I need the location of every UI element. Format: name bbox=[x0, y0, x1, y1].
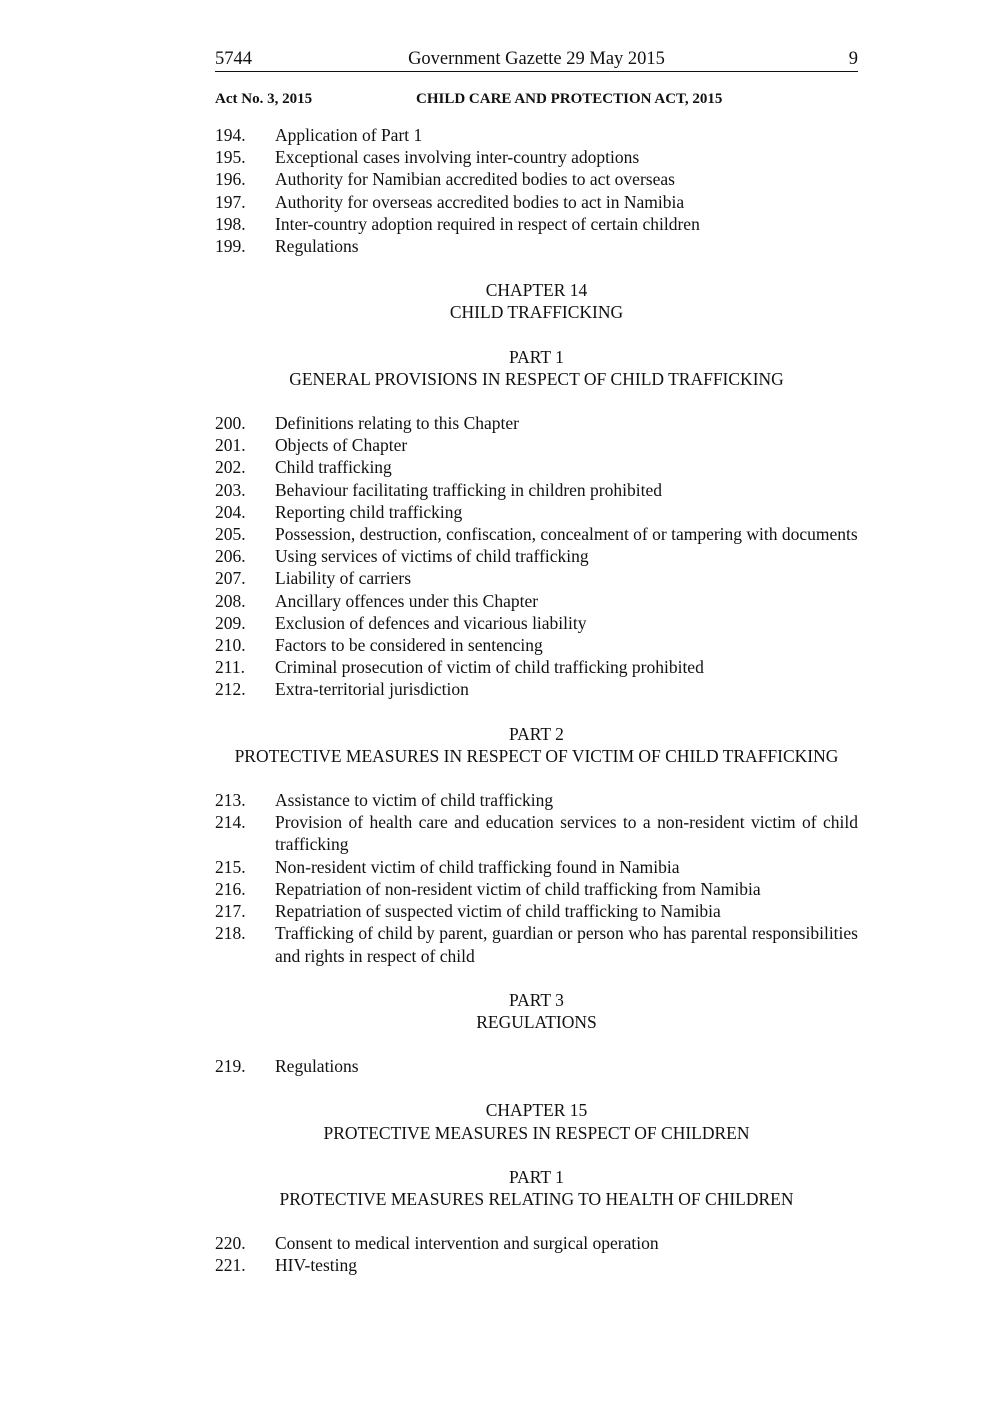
section-text: Authority for overseas accredited bodies to act in Namibia bbox=[275, 191, 685, 212]
section-number: 211. bbox=[215, 657, 245, 678]
toc-entry bbox=[215, 878, 858, 900]
section-text: Authority for Namibian accredited bodies to act overseas bbox=[275, 169, 675, 190]
section-number: 212. bbox=[215, 679, 246, 700]
section-label: PART 3 bbox=[509, 989, 564, 1010]
section-number: 203. bbox=[215, 479, 246, 500]
section-text: Liability of carriers bbox=[275, 568, 412, 589]
toc-entry bbox=[215, 213, 858, 235]
section-title: CHILD TRAFFICKING bbox=[449, 302, 624, 323]
section-text: Repatriation of suspected victim of child trafficking to Namibia bbox=[275, 901, 721, 922]
section-number: 207. bbox=[215, 568, 246, 589]
section-text: Exceptional cases involving inter-country adoptions bbox=[275, 147, 640, 168]
section-number: 208. bbox=[215, 590, 246, 611]
page-number: 9 bbox=[848, 49, 858, 69]
section-title: PROTECTIVE MEASURES RELATING TO HEALTH OF CHILDREN bbox=[279, 1188, 794, 1209]
section-text: Using services of victims of child trafficking bbox=[275, 546, 589, 567]
section-number: 214. bbox=[215, 812, 246, 833]
section-number: 206. bbox=[215, 546, 246, 567]
toc-entry bbox=[215, 501, 858, 523]
section-number: 194. bbox=[215, 125, 246, 145]
section-title: REGULATIONS bbox=[476, 1011, 597, 1032]
section-number: 219. bbox=[215, 1056, 246, 1077]
gazette-issue-number: 5744 bbox=[215, 49, 252, 69]
act-number: Act No. 3, 2015 bbox=[215, 91, 313, 107]
section-heading-group bbox=[215, 346, 858, 390]
section-text: Trafficking of child by parent, guardian or person who has parental responsibilities and rights in respect of child bbox=[275, 923, 858, 966]
section-label: PART 2 bbox=[509, 723, 564, 744]
section-text: Inter-country adoption required in respect of certain children bbox=[275, 213, 700, 234]
section-text: Definitions relating to this Chapter bbox=[275, 413, 519, 434]
section-text: Criminal prosecution of victim of child trafficking prohibited bbox=[275, 657, 704, 678]
section-text: Reporting child trafficking bbox=[275, 501, 463, 522]
section-number: 204. bbox=[215, 501, 246, 522]
toc-entry bbox=[215, 900, 858, 922]
entry-list bbox=[215, 1232, 858, 1276]
section-number: 197. bbox=[215, 191, 246, 212]
section-label: CHAPTER 14 bbox=[485, 280, 588, 301]
entry-list bbox=[215, 124, 858, 257]
section-number: 210. bbox=[215, 635, 246, 656]
section-number: 215. bbox=[215, 856, 246, 877]
section-heading-group bbox=[215, 989, 858, 1033]
section-heading-group bbox=[215, 1166, 858, 1210]
section-number: 200. bbox=[215, 413, 246, 434]
entry-list bbox=[215, 789, 858, 967]
section-text: Ancillary offences under this Chapter bbox=[275, 590, 539, 611]
section-number: 216. bbox=[215, 878, 246, 899]
section-text: Exclusion of defences and vicarious liability bbox=[275, 612, 587, 633]
section-text: Repatriation of non-resident victim of child trafficking from Namibia bbox=[275, 878, 761, 899]
toc-entry bbox=[215, 567, 858, 589]
toc-entry bbox=[215, 811, 858, 855]
section-text: Child trafficking bbox=[275, 457, 392, 478]
toc-entry bbox=[215, 678, 858, 700]
toc-entry bbox=[215, 1232, 858, 1254]
table-of-contents bbox=[215, 124, 858, 1277]
toc-entry bbox=[215, 590, 858, 612]
section-text: Regulations bbox=[275, 236, 359, 257]
section-number: 195. bbox=[215, 147, 246, 168]
section-title: PROTECTIVE MEASURES IN RESPECT OF CHILDREN bbox=[323, 1122, 750, 1143]
section-number: 220. bbox=[215, 1233, 246, 1254]
section-number: 209. bbox=[215, 612, 246, 633]
section-text: Consent to medical intervention and surgical operation bbox=[275, 1233, 659, 1254]
toc-entry bbox=[215, 168, 858, 190]
section-title: GENERAL PROVISIONS IN RESPECT OF CHILD TRAFFICKING bbox=[289, 368, 784, 389]
section-number: 202. bbox=[215, 457, 246, 478]
section-number: 198. bbox=[215, 213, 246, 234]
toc-entry bbox=[215, 124, 858, 146]
toc-entry bbox=[215, 856, 858, 878]
entry-list bbox=[215, 412, 858, 701]
section-text: Assistance to victim of child trafficking bbox=[275, 790, 554, 811]
page-header bbox=[215, 40, 858, 72]
section-number: 196. bbox=[215, 169, 246, 190]
toc-entry bbox=[215, 434, 858, 456]
toc-entry bbox=[215, 479, 858, 501]
section-text: Behaviour facilitating trafficking in children prohibited bbox=[275, 479, 662, 500]
toc-entry bbox=[215, 456, 858, 478]
section-heading-group bbox=[215, 723, 858, 767]
toc-entry bbox=[215, 191, 858, 213]
toc-entry bbox=[215, 1254, 858, 1276]
section-text: Provision of health care and education services to a non-resident victim of child trafficking bbox=[275, 812, 858, 855]
section-label: PART 1 bbox=[509, 1166, 564, 1187]
toc-entry bbox=[215, 634, 858, 656]
section-text: Objects of Chapter bbox=[275, 435, 408, 456]
entry-list bbox=[215, 1055, 858, 1077]
gazette-page bbox=[215, 40, 858, 1299]
section-title: PROTECTIVE MEASURES IN RESPECT OF VICTIM OF CHILD TRAFFICKING bbox=[234, 745, 839, 766]
section-label: PART 1 bbox=[509, 346, 564, 367]
section-heading-group bbox=[215, 1099, 858, 1143]
act-title: CHILD CARE AND PROTECTION ACT, 2015 bbox=[416, 91, 723, 107]
section-text: Regulations bbox=[275, 1056, 359, 1077]
toc-entry bbox=[215, 523, 858, 545]
section-number: 221. bbox=[215, 1255, 246, 1276]
section-number: 218. bbox=[215, 923, 246, 944]
section-text: Non-resident victim of child trafficking found in Namibia bbox=[275, 856, 680, 877]
act-subheader bbox=[215, 91, 858, 108]
toc-entry bbox=[215, 612, 858, 634]
toc-entry bbox=[215, 789, 858, 811]
section-heading-group bbox=[215, 279, 858, 323]
toc-entry bbox=[215, 146, 858, 168]
section-number: 217. bbox=[215, 901, 246, 922]
toc-entry bbox=[215, 412, 858, 434]
section-text: HIV-testing bbox=[275, 1255, 357, 1276]
section-text: Factors to be considered in sentencing bbox=[275, 635, 543, 656]
toc-entry bbox=[215, 545, 858, 567]
section-label: CHAPTER 15 bbox=[485, 1100, 588, 1121]
section-number: 199. bbox=[215, 236, 246, 257]
toc-entry bbox=[215, 235, 858, 257]
section-text: Possession, destruction, confiscation, concealment of or tampering with documents bbox=[275, 524, 858, 545]
gazette-title: Government Gazette 29 May 2015 bbox=[408, 49, 665, 69]
toc-entry bbox=[215, 656, 858, 678]
section-number: 201. bbox=[215, 435, 246, 456]
section-text: Application of Part 1 bbox=[275, 125, 423, 145]
section-number: 205. bbox=[215, 524, 246, 545]
toc-entry bbox=[215, 1055, 858, 1077]
section-text: Extra-territorial jurisdiction bbox=[275, 679, 469, 700]
toc-entry bbox=[215, 922, 858, 966]
section-number: 213. bbox=[215, 790, 246, 811]
